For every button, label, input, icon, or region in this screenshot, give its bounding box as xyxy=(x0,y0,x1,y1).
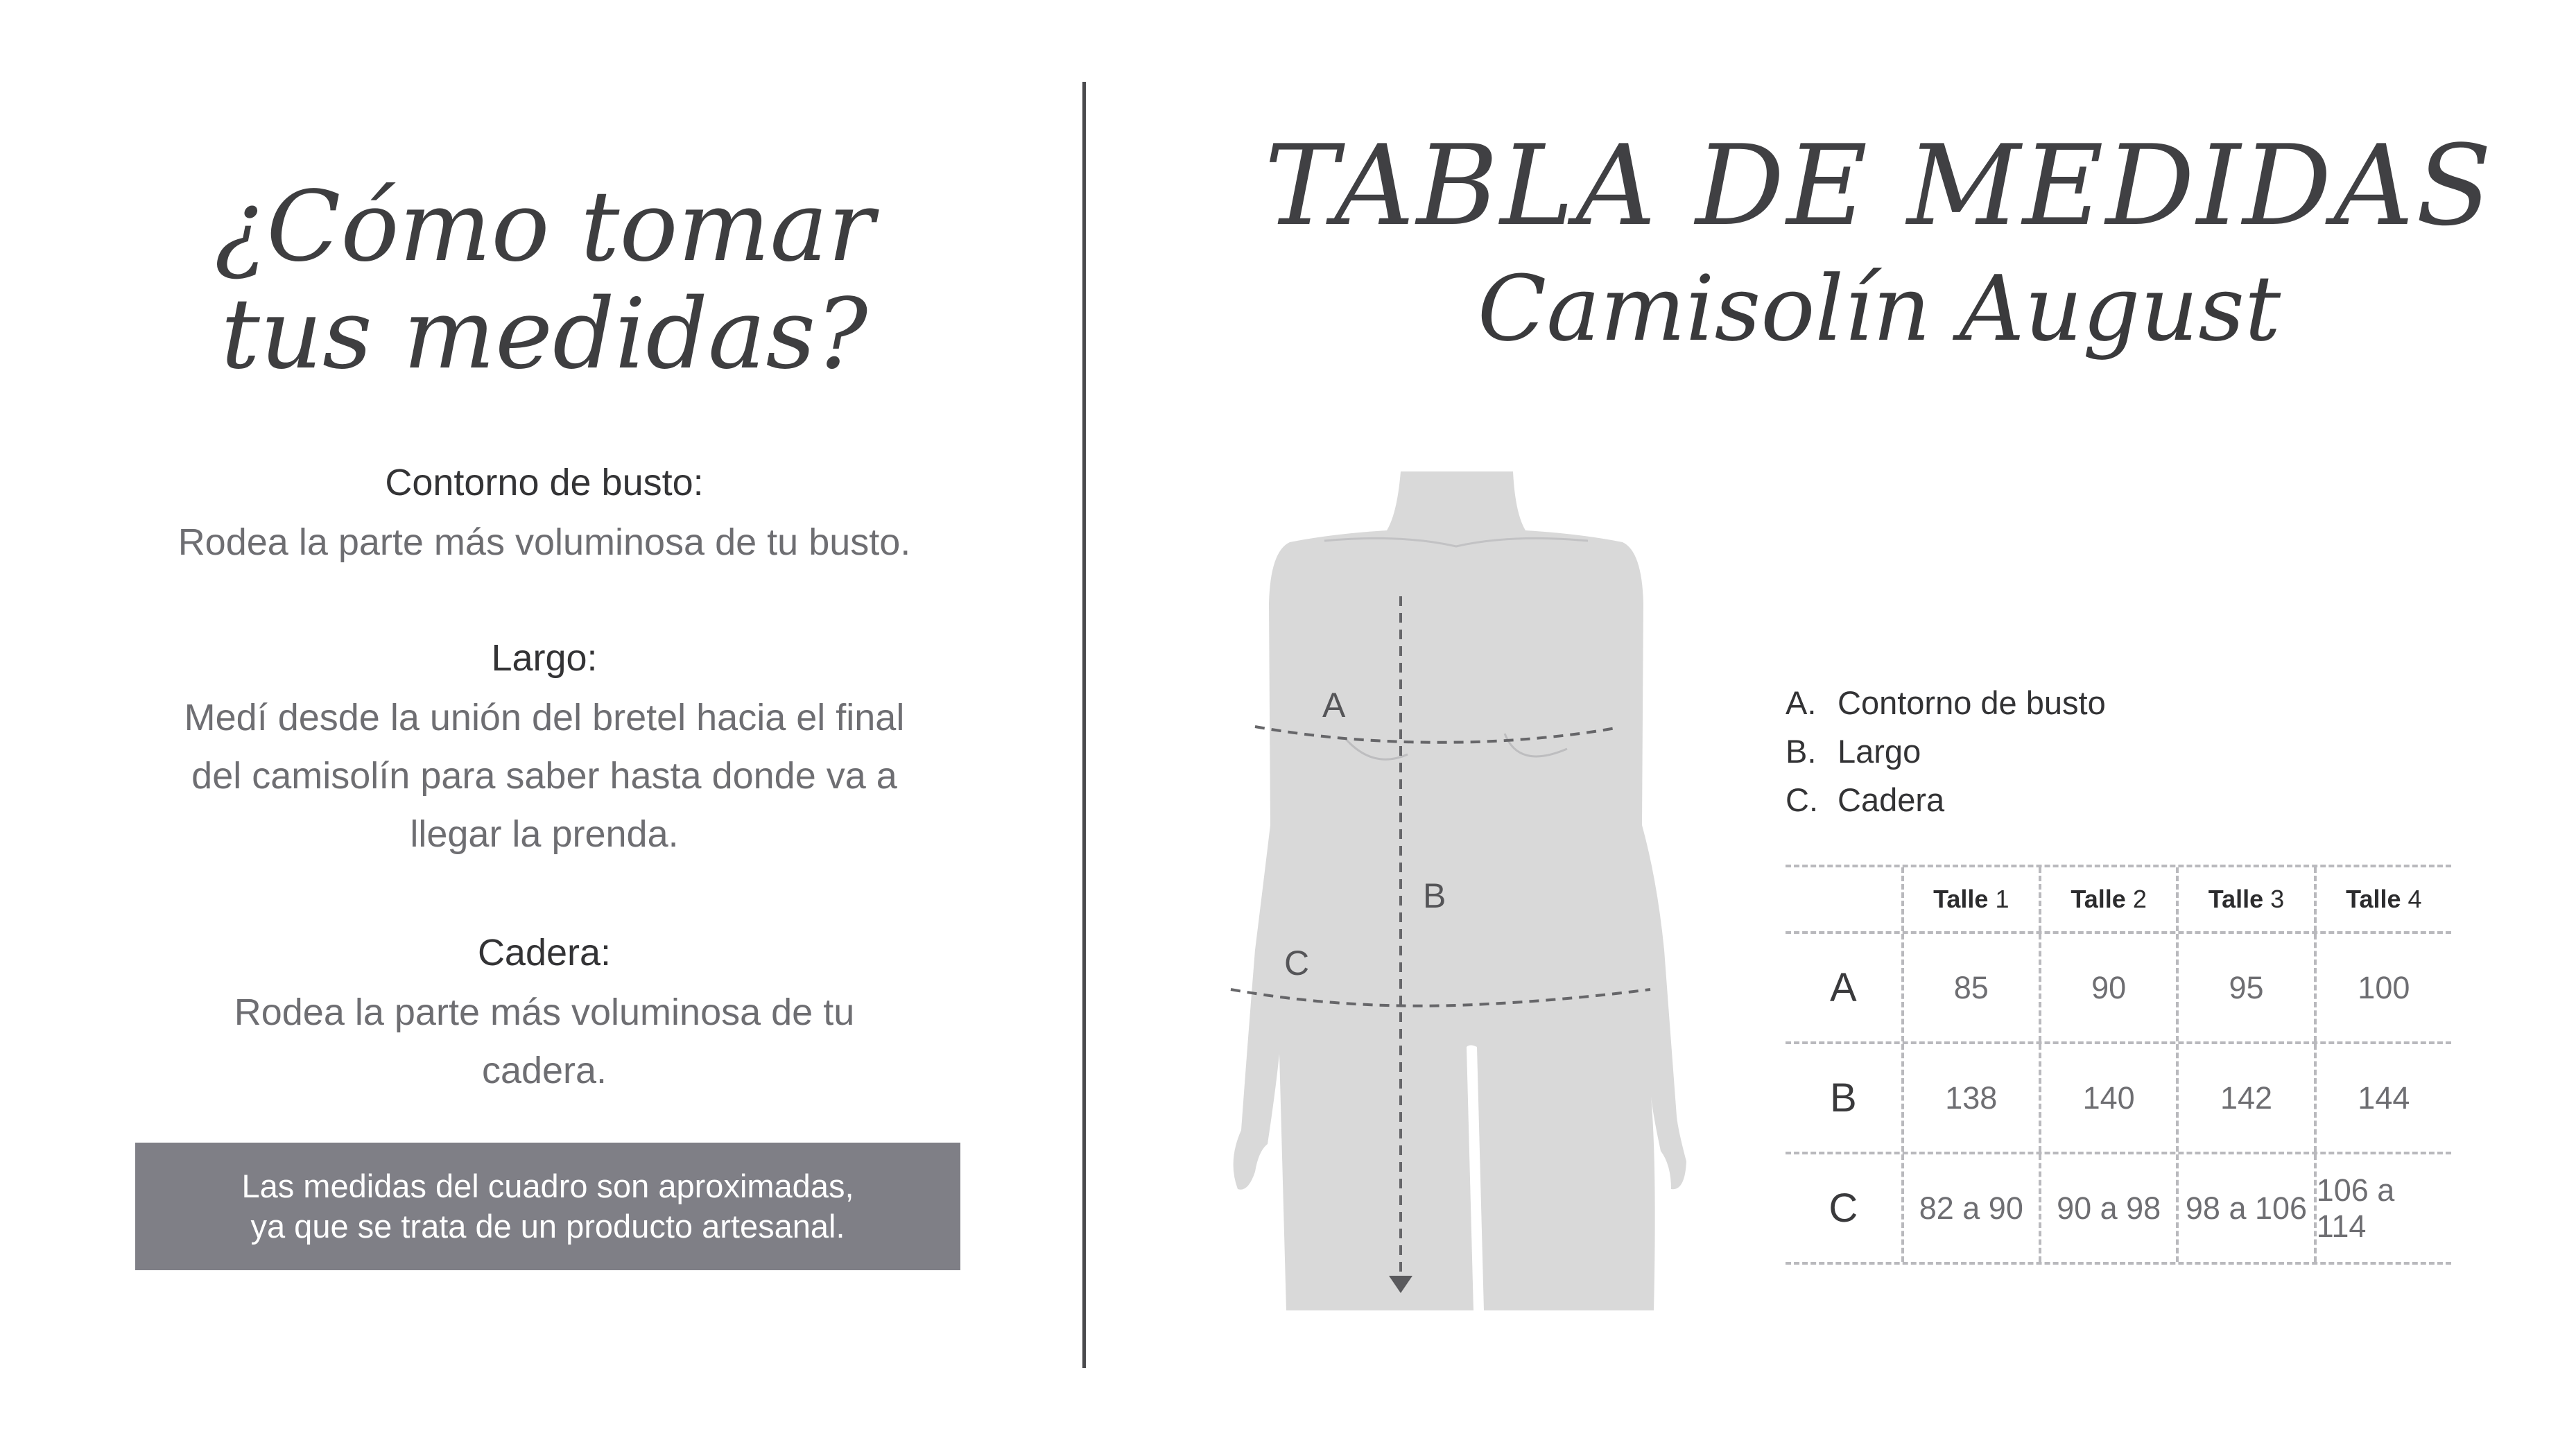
length-heading: Largo: xyxy=(491,637,598,679)
column-divider xyxy=(1082,82,1086,1368)
legend-item xyxy=(1786,727,2106,775)
table-cell: 90 a 98 xyxy=(2039,1154,2176,1262)
row-label-a: A xyxy=(1829,965,1857,1010)
size-chart-title: TABLA DE MEDIDAS xyxy=(1264,121,2494,250)
figure-label-a: A xyxy=(1322,686,1346,725)
legend-letter: A. xyxy=(1786,684,1817,721)
product-name-subtitle: Camisolín August xyxy=(1477,256,2281,361)
hip-instructions: Rodea la parte más voluminosa de tu cadera. xyxy=(234,991,855,1091)
legend-text: Contorno de busto xyxy=(1838,684,2106,721)
legend-text: Cadera xyxy=(1838,781,1945,818)
legend-text: Largo xyxy=(1838,732,1921,770)
header-talle-1 xyxy=(1901,867,2039,931)
header-num: 4 xyxy=(2408,885,2422,913)
header-word: Talle xyxy=(2071,885,2126,913)
legend-item xyxy=(1786,775,2106,824)
header-word: Talle xyxy=(2346,885,2401,913)
table-corner-cell xyxy=(1786,867,1901,931)
legend-letter: C. xyxy=(1786,781,1818,818)
bust-heading: Contorno de busto: xyxy=(385,462,704,503)
how-to-measure-title xyxy=(0,171,1089,391)
header-talle-2 xyxy=(2039,867,2176,931)
size-table xyxy=(1786,865,2451,1265)
title-line-1: ¿Cómo tomar xyxy=(214,171,874,284)
header-talle-4 xyxy=(2314,867,2451,931)
legend-item xyxy=(1786,678,2106,727)
header-talle-3 xyxy=(2176,867,2313,931)
header-num: 3 xyxy=(2270,885,2285,913)
header-num: 1 xyxy=(1995,885,2009,913)
hip-heading: Cadera: xyxy=(477,932,612,973)
measurement-legend xyxy=(1786,678,2106,824)
table-row xyxy=(1786,931,2451,1041)
table-cell: 95 xyxy=(2176,934,2313,1041)
table-cell: 100 xyxy=(2314,934,2451,1041)
figure-label-c: C xyxy=(1284,944,1310,982)
body-silhouette-icon xyxy=(1227,465,1727,1317)
note-line-2: ya que se trata de un producto artesanal. xyxy=(250,1208,845,1245)
legend-letter: B. xyxy=(1786,732,1817,770)
table-row xyxy=(1786,1041,2451,1152)
body-silhouette-figure xyxy=(1227,465,1727,1317)
table-cell: 138 xyxy=(1901,1044,2039,1152)
table-cell: 140 xyxy=(2039,1044,2176,1152)
approximate-measures-note xyxy=(135,1143,960,1270)
table-cell: 90 xyxy=(2039,934,2176,1041)
table-row xyxy=(1786,1152,2451,1265)
table-cell: 144 xyxy=(2314,1044,2451,1152)
table-cell: 106 a 114 xyxy=(2314,1154,2451,1262)
header-word: Talle xyxy=(2208,885,2264,913)
table-cell: 85 xyxy=(1901,934,2039,1041)
figure-label-b: B xyxy=(1423,876,1446,915)
row-label-b: B xyxy=(1829,1075,1857,1120)
table-header-row xyxy=(1786,865,2451,931)
title-line-2: tus medidas? xyxy=(221,278,868,391)
bust-instructions: Rodea la parte más voluminosa de tu busto. xyxy=(178,521,911,563)
header-word: Talle xyxy=(1933,885,1989,913)
table-cell: 98 a 106 xyxy=(2176,1154,2313,1262)
table-cell: 82 a 90 xyxy=(1901,1154,2039,1262)
note-line-1: Las medidas del cuadro son aproximadas, xyxy=(241,1168,854,1204)
table-cell: 142 xyxy=(2176,1044,2313,1152)
how-to-measure-panel xyxy=(0,0,1089,1438)
row-label-c: C xyxy=(1829,1186,1858,1231)
length-instructions: Medí desde la unión del bretel hacia el final del camisolín para saber hasta donde va a llegar la prenda. xyxy=(184,697,905,855)
header-num: 2 xyxy=(2132,885,2147,913)
